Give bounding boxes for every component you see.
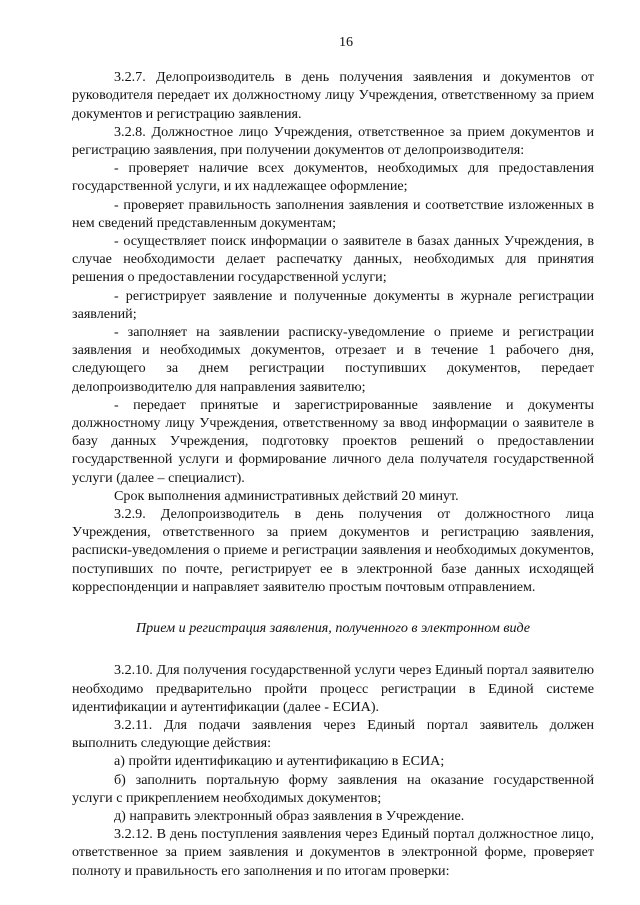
paragraph-3-2-12: 3.2.12. В день поступления заявления через Единый портал должностное лицо, ответственное за прием заявления и документов в электронной форме, проверяет полноту и правильность его заполнения и по итогам проверки: (72, 826, 594, 879)
paragraph-3-2-11: 3.2.11. Для подачи заявления через Единый портал заявитель должен выполнить следующие действия: (72, 716, 594, 752)
list-item: д) направить электронный образ заявления в Учреждение. (114, 807, 465, 824)
page-number: 16 (338, 34, 354, 50)
list-item: - проверяет наличие всех документов, необходимых для предоставления государственной услуги, и их надлежащее оформление; (72, 160, 594, 195)
paragraphs-top (72, 68, 594, 596)
paragraphs-bottom (72, 661, 594, 879)
paragraph-3-2-9: 3.2.9. Делопроизводитель в день получения от должностного лица Учреждения, ответственного за прием документов и регистрацию заявления, расписки-уведомления о приеме и регистрации заявления и необходимых документов, поступивших по почте, регистрирует ее в электронной базе данных исходящей корреспонденции и направляет заявителю простым почтовым отправлением. (72, 506, 594, 595)
deadline-paragraph: Срок выполнения административных действий 20 минут. (114, 487, 459, 504)
list-item: - проверяет правильность заполнения заявления и соответствие изложенных в нем сведений представленным документам; (72, 196, 594, 231)
paragraph-3-2-7: 3.2.7. Делопроизводитель в день получения заявления и документов от руководителя передает их должностному лицу Учреждения, ответственному за прием документов и регистрацию заявления. (72, 69, 594, 122)
list-item: - осуществляет поиск информации о заявителе в базах данных Учреждения, в случае необходимости делает распечатку данных, необходимых для принятия решения о предоставлении государственной услуги; (72, 233, 594, 286)
list-item: - регистрирует заявление и полученные документы в журнале регистрации заявлений; (72, 287, 594, 322)
list-item: б) заполнить портальную форму заявления на оказание государственной услуги с прикреплением необходимых документов; (72, 771, 594, 806)
list-item: - передает принятые и зарегистрированные заявление и документы должностному лицу Учреждения, ответственному за ввод информации о заявителе в базу данных Учреждения, подготовку проектов решений о предоставлении государственной услуги и формирование личного дела получателя государственной услуги (далее – специалист). (72, 396, 594, 486)
list-item: а) пройти идентификацию и аутентификацию в ЕСИА; (114, 753, 445, 770)
paragraph-3-2-8: 3.2.8. Должностное лицо Учреждения, ответственное за прием документов и регистрацию заявления, при получении документов от делопроизводителя: (72, 123, 594, 159)
paragraph-3-2-10: 3.2.10. Для получения государственной услуги через Единый портал заявителю необходимо предварительно пройти процесс регистрации в Единой системе идентификации и аутентификации (далее - ЕСИА). (72, 662, 594, 715)
list-item: - заполняет на заявлении расписку-уведомление о приеме и регистрации заявления и необходимых документов, отрезает и в течение 1 рабочего дня, следующего за днем регистрации поступивших документов, передает делопроизводителю для направления заявителю; (72, 324, 594, 395)
section-heading: Прием и регистрация заявления, полученного в электронном виде (135, 620, 531, 637)
